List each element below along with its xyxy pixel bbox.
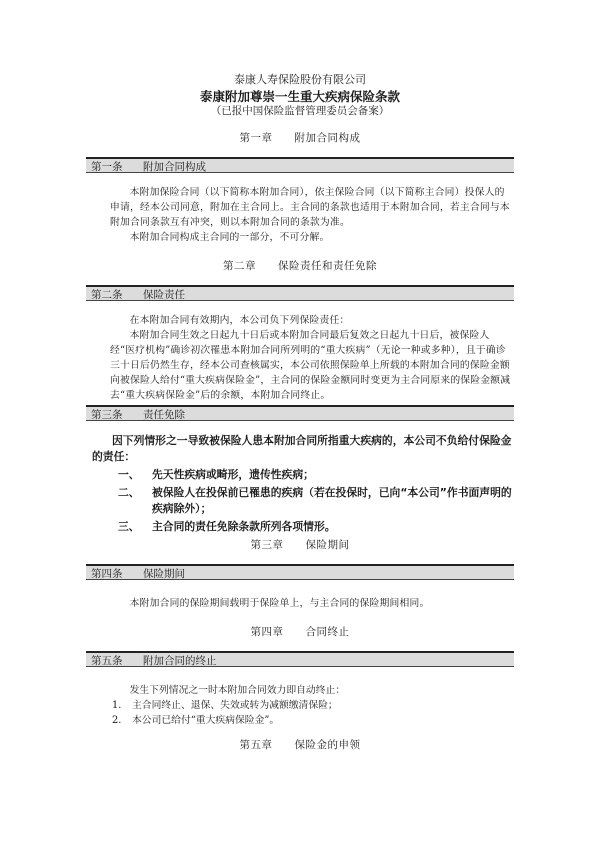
article-4-header (86, 564, 514, 580)
article-2-paragraph-2: 本附加合同生效之日起九十日后或本附加合同最后复效之日起九十日后，被保险人经“医疗机构”确诊初次罹患本附加合同所列明的“重大疾病”（无论一种或多种），且于确诊三十日后仍然生存，经本公司查核属实，本公司依照保险单上所载的本附加合同的保险金额向被保险人给付“重大疾病保险金”，主合同的保险金额同时变更为主合同原来的保险金额减去“重大疾病保险金”后的余额，本附加合同终止。 (110, 330, 511, 401)
article-3-item (92, 485, 516, 517)
filing-note: （已报中国保险监督管理委员会备案） (210, 105, 390, 117)
article-1-body (110, 185, 512, 245)
item-number: 三、 (118, 520, 140, 533)
article-4-paragraph-1: 本附加合同的保险期间载明于保险单上，与主合同的保险期间相同。 (129, 598, 430, 609)
article-5-item (110, 698, 512, 713)
article-3-intro: 因下列情形之一导致被保险人患本附加合同所指重大疾病的，本公司不负给付保险金的责任： (92, 434, 512, 463)
article-2-header (86, 285, 514, 301)
item-text: 主合同终止、退保、失效或转为减额缴清保险； (132, 700, 338, 711)
article-1-header (86, 157, 514, 173)
article-1-title: 附加合同构成 (143, 161, 206, 173)
article-3-item (92, 467, 516, 483)
company-name: 泰康人寿保险股份有限公司 (234, 73, 366, 86)
item-number: 1. (112, 700, 122, 711)
item-number: 一、 (118, 468, 140, 481)
article-3-number: 第三条 (91, 409, 123, 421)
chapter-1-heading: 第一章 附加合同构成 (239, 132, 361, 144)
item-text: 本公司已给付“重大疾病保险金”。 (132, 715, 280, 726)
item-number: 2. (112, 715, 122, 726)
article-1-paragraph-2: 本附加合同构成主合同的一部分，不可分解。 (129, 232, 330, 243)
item-number: 二、 (118, 486, 140, 499)
article-5-item (110, 713, 512, 728)
article-2-title: 保险责任 (143, 289, 185, 301)
article-2-number: 第二条 (91, 289, 123, 301)
chapter-4-heading: 第四章 合同终止 (250, 626, 350, 638)
article-4-body (110, 596, 512, 611)
article-5-body (110, 683, 512, 728)
article-2-body (110, 313, 512, 403)
item-text: 先天性疾病或畸形，遗传性疾病； (152, 468, 314, 481)
article-3-item (92, 519, 516, 535)
article-4-number: 第四条 (91, 568, 123, 580)
chapter-3-heading: 第三章 保险期间 (250, 539, 350, 551)
chapter-2-heading: 第二章 保险责任和责任免除 (223, 260, 377, 272)
article-2-paragraph-1: 在本附加合同有效期内，本公司负下列保险责任： (129, 315, 350, 326)
article-3-body (92, 433, 516, 535)
article-5-intro: 发生下列情况之一时本附加合同效力即自动终止： (129, 685, 346, 696)
article-3-header (86, 405, 514, 421)
article-4-title: 保险期间 (143, 568, 185, 580)
article-3-title: 责任免除 (143, 409, 185, 421)
document-title: 泰康附加尊崇一生重大疾病保险条款 (199, 89, 400, 104)
article-5-number: 第五条 (91, 655, 123, 667)
article-5-header (86, 651, 514, 667)
chapter-5-heading: 第五章 保险金的申领 (239, 739, 361, 751)
article-1-paragraph-1: 本附加保险合同（以下简称本附加合同），依主保险合同（以下简称主合同）投保人的申请，经本公司同意，附加在主合同上。主合同的条款也适用于本附加合同，若主合同与本附加合同条款互有冲突，则以本附加合同的条款为准。 (110, 187, 510, 228)
item-text: 被保险人在投保前已罹患的疾病（若在投保时，已向“本公司”作书面声明的疾病除外）； (152, 486, 512, 515)
article-5-title: 附加合同的终止 (143, 655, 217, 667)
item-text: 主合同的责任免除条款所列各项情形。 (152, 520, 336, 533)
article-1-number: 第一条 (91, 161, 123, 173)
